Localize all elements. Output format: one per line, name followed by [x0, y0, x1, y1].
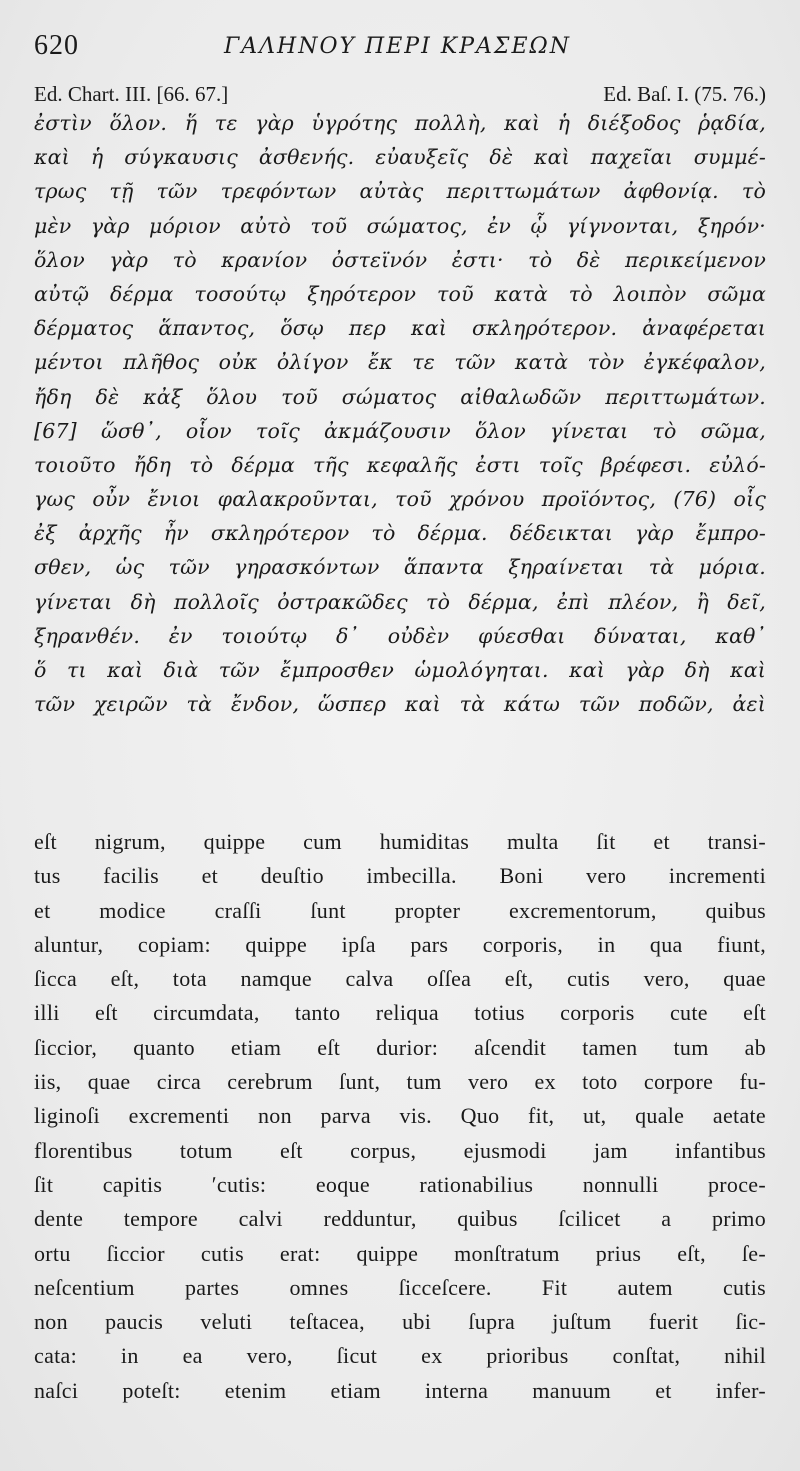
- latin-text-line: ortu ſiccior cutis erat: quippe monſtratum prius eſt, ſe-: [34, 1240, 766, 1266]
- greek-text-line: γως οὖν ἔνιοι φαλακροῦνται, τοῦ χρόνου προϊόντος, (76) οἷς: [34, 487, 766, 512]
- greek-text-line: αὐτῷ δέρμα τοσούτῳ ξηρότερον τοῦ κατὰ τὸ λοιπὸν σῶμα: [34, 281, 766, 306]
- latin-text-line: non paucis veluti teſtacea, ubi ſupra juſtum fuerit ſic-: [34, 1309, 766, 1335]
- latin-text-line: neſcentium partes omnes ſiccеſcere. Fit autem cutis: [34, 1274, 766, 1300]
- latin-text-line: ſit capitis ʹcutis: eoque rationabilius nonnulli proce-: [34, 1171, 766, 1197]
- latin-text-line: illi eſt circumdata, tanto reliqua totius corporis cute eſt: [34, 1000, 766, 1026]
- greek-text-line: ἐστὶν ὅλον. ἥ τε γὰρ ὑγρότης πολλὴ, καὶ ἡ διέξοδος ῥᾳδία,: [34, 111, 766, 135]
- edition-reference-chart: Ed. Chart. III. [66. 67.]: [34, 82, 229, 106]
- latin-text-line: ſiccior, quanto etiam eſt durior: aſcendit tamen tum ab: [34, 1034, 766, 1060]
- greek-text-line: μέντοι πλῆθος οὐκ ὀλίγον ἔκ τε τῶν κατὰ τὸν ἐγκέφαλον,: [34, 350, 766, 375]
- page-number: 620: [34, 30, 79, 61]
- latin-text-line: dente tempore calvi redduntur, quibus ſcilicet a primo: [34, 1206, 766, 1232]
- latin-text-line: aluntur, copiam: quippe ipſa pars corporis, in qua fiunt,: [34, 931, 766, 957]
- latin-text-line: et modice craſſi ſunt propter excrementorum, quibus: [34, 897, 766, 923]
- greek-text-line: τρως τῇ τῶν τρεφόντων αὐτὰς περιττωμάτων ἀφθονίᾳ. τὸ: [34, 179, 766, 204]
- greek-text-line: [67] ὥσθ᾽, οἷον τοῖς ἀκμάζουσιν ὅλον γίνεται τὸ σῶμα,: [34, 418, 766, 443]
- latin-text-line: ſicca eſt, tota namque calva oſſea eſt, cutis vero, quae: [34, 966, 766, 992]
- edition-reference-basel: Ed. Baſ. I. (75. 76.): [603, 82, 766, 106]
- greek-text-line: μὲν γὰρ μόριον αὐτὸ τοῦ σώματος, ἐν ᾧ γίγνονται, ξηρόν·: [34, 213, 766, 238]
- greek-text-line: ξηρανθέν. ἐν τοιούτῳ δ᾽ οὐδὲν φύεσθαι δύναται, καθ᾽: [34, 623, 766, 648]
- latin-text-line: cata: in ea vero, ſicut ex prioribus conſtat, nihil: [34, 1343, 766, 1369]
- greek-text-line: τῶν χειρῶν τὰ ἔνδον, ὥσπερ καὶ τὰ κάτω τῶν ποδῶν, ἀεὶ: [34, 692, 766, 717]
- greek-text-line: ἐξ ἀρχῆς ἦν σκληρότερον τὸ δέρμα. δέδεικται γὰρ ἔμπρο-: [34, 521, 766, 546]
- latin-text-line: iis, quae circa cerebrum ſunt, tum vero ex toto corpore fu-: [34, 1069, 766, 1095]
- latin-text-line: liginoſi excrementi non parva vis. Quo fit, ut, quale aetate: [34, 1103, 766, 1129]
- greek-text-line: ὅ τι καὶ διὰ τῶν ἔμπροσθεν ὡμολόγηται. καὶ γὰρ δὴ καὶ: [34, 658, 766, 682]
- greek-text-line: καὶ ἡ σύγκαυσις ἀσθενής. εὐαυξεῖς δὲ καὶ παχεῖαι συμμέ-: [34, 145, 766, 170]
- greek-text-line: σθεν, ὡς τῶν γηρασκόντων ἅπαντα ξηραίνεται τὰ μόρια.: [34, 555, 766, 580]
- running-title: ΓΑΛΗΝΟΥ ΠΕΡΙ ΚΡΑΣΕΩΝ: [224, 34, 571, 59]
- page-header: [34, 28, 766, 68]
- latin-text-line: florentibus totum eſt corpus, ejusmodi jam infantibus: [34, 1137, 766, 1163]
- latin-text-line: eſt nigrum, quippe cum humiditas multa ſit et transi-: [34, 829, 766, 854]
- latin-text-line: tus facilis et deuſtio imbecilla. Boni vero incrementi: [34, 863, 766, 889]
- greek-text-block: [34, 106, 766, 721]
- latin-text-block: [34, 825, 766, 1408]
- greek-text-line: γίνεται δὴ πολλοῖς ὀστρακῶδες τὸ δέρμα, ἐπὶ πλέον, ἢ δεῖ,: [34, 589, 766, 614]
- greek-text-line: ἤδη δὲ κἀξ ὅλου τοῦ σώματος αἰθαλωδῶν περιττωμάτων.: [34, 384, 766, 409]
- greek-text-line: ὅλον γὰρ τὸ κρανίον ὀστεϊνόν ἐστι· τὸ δὲ περικείμενον: [34, 247, 766, 272]
- latin-text-line: naſci poteſt: etenim etiam interna manuum et infer-: [34, 1377, 766, 1403]
- greek-text-line: δέρματος ἅπαντος, ὅσῳ περ καὶ σκληρότερον. ἀναφέρεται: [34, 316, 766, 341]
- greek-text-line: τοιοῦτο ἤδη τὸ δέρμα τῆς κεφαλῆς ἐστι τοῖς βρέφεσι. εὐλό-: [34, 452, 766, 477]
